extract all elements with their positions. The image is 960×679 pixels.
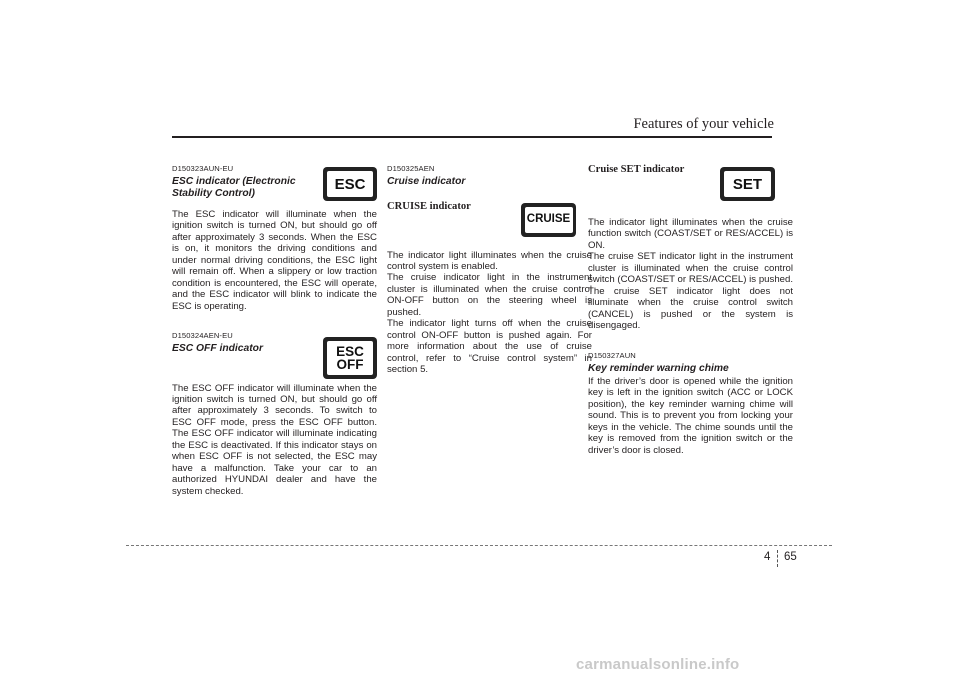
cruise-set-text2: The cruise SET indicator light in the instrument cluster is illuminated when the cruise control switch (COAST/SET or RES/ACCEL) is pushed. The cruise SET indicator light does not illuminate when the cruise control switch (CANCEL) is pushed or the system is disengaged. (588, 251, 793, 332)
esc-off-section-title: ESC OFF indicator (172, 343, 263, 355)
cruise-section-text3: The indicator light turns off when the cruise control ON-OFF button is pushed again. For more information about the use of cruise control, refer to “Cruise control system” in section 5. (387, 318, 592, 376)
column-middle (387, 164, 592, 375)
esc-off-indicator-line2: OFF (336, 357, 364, 372)
key-section-title: Key reminder warning chime (588, 362, 729, 374)
esc-off-section-text: The ESC OFF indicator will illuminate when the ignition switch is turned ON, but should go off after approximately 3 seconds. To switch to ESC OFF mode, press the ESC OFF button. The ESC OFF indicator will illuminate indicating the ESC is deactivated. If this indicator stays on when ESC OFF is not selected, the ESC may have a malfunction. Take your car to an authorized HYUNDAI dealer and have the system checked. (172, 382, 377, 497)
cruise-section-text1: The indicator light illuminates when the cruise control system is enabled. (387, 249, 592, 272)
watermark: carmanualsonline.info (576, 656, 740, 673)
cruise-section-code: D150325AEN (387, 164, 435, 173)
key-section-text: If the driver’s door is opened while the ignition key is left in the ignition switch (ACC or LOCK position), the key reminder warning chime will sound. This is to prevent you from locking your keys in the vehicle. The chime sounds until the key is removed from the ignition switch or the driver’s door is closed. (588, 376, 793, 456)
esc-off-indicator-line1: ESC (336, 343, 364, 359)
key-section-code: D150327AUN (588, 350, 636, 360)
spacer (588, 332, 793, 351)
page-header-title: Features of your vehicle (633, 116, 774, 132)
esc-off-section-code: D150324AEN-EU (172, 331, 233, 341)
esc-section-text: The ESC indicator will illuminate when the ignition switch is turned ON, but should go off after approximately 3 seconds. When the ESC is on, it monitors the driving conditions and under normal driving conditions, the ESC light will remain off. When a slippery or low traction condition is encountered, the ESC will operate, and the ESC indicator will blink to indicate the ESC is operating. (172, 209, 377, 312)
cruise-set-subheading: Cruise SET indicator (588, 164, 685, 175)
chapter-number: 4 (764, 551, 771, 563)
cruise-section-text2: The cruise indicator light in the instrument cluster is illuminated when the cruise control ON-OFF button on the steering wheel is pushed. (387, 272, 592, 318)
esc-section-code: D150323AUN-EU (172, 164, 234, 173)
page-number-separator (777, 550, 778, 567)
cruise-set-indicator-icon (720, 167, 775, 201)
esc-off-indicator-icon (323, 337, 377, 379)
esc-indicator-icon (323, 167, 377, 201)
page-number: 65 (784, 551, 797, 563)
header-rule (172, 136, 772, 138)
cruise-section-title: Cruise indicator (387, 176, 466, 187)
cruise-indicator-subheading: CRUISE indicator (387, 200, 471, 212)
cruise-indicator-icon (521, 203, 576, 237)
esc-section-title: ESC indicator (Electronic Stability Control) (172, 176, 296, 199)
column-left (172, 164, 377, 497)
esc-indicator-label: ESC (327, 171, 373, 197)
cruise-set-text1: The indicator light illuminates when the cruise function switch (COAST/SET or RES/ACCEL) is ON. (588, 217, 793, 251)
spacer (172, 312, 377, 325)
footer-rule (126, 545, 832, 546)
esc-off-indicator-label-box (327, 341, 373, 375)
cruise-indicator-label: CRUISE (525, 207, 573, 233)
column-right (588, 164, 793, 456)
cruise-set-indicator-label: SET (724, 171, 771, 197)
